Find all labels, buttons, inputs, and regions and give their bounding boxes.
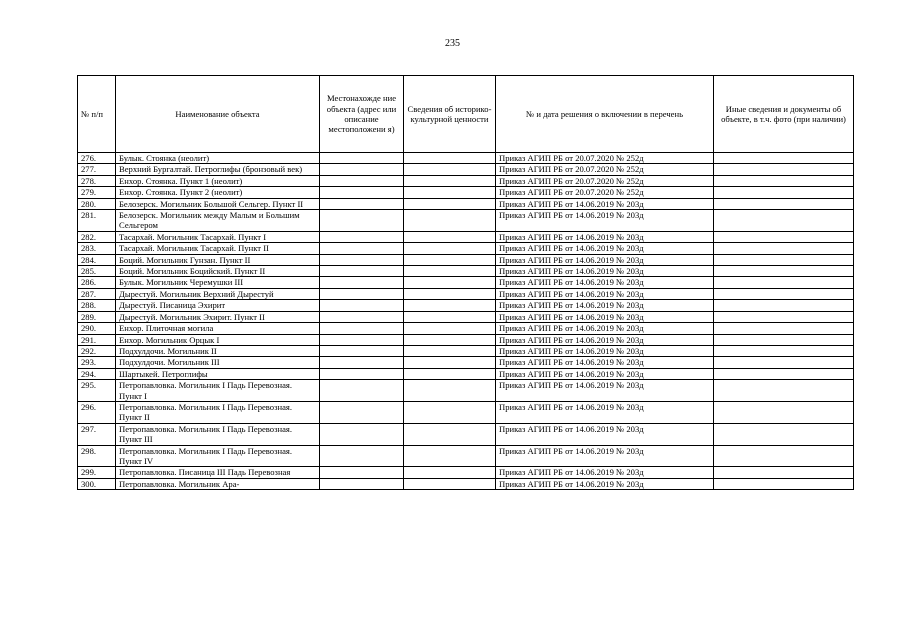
row-number: 281. bbox=[78, 210, 116, 232]
row-number: 280. bbox=[78, 198, 116, 209]
table-row bbox=[78, 175, 854, 186]
row-historical-info bbox=[404, 175, 496, 186]
row-object-name: Верхний Бургалтай. Петроглифы (бронзовый век) bbox=[116, 164, 320, 175]
row-historical-info bbox=[404, 187, 496, 198]
row-decision: Приказ АГИП РБ от 20.07.2020 № 252д bbox=[496, 175, 714, 186]
row-other-info bbox=[714, 231, 854, 242]
table-row bbox=[78, 266, 854, 277]
row-location bbox=[320, 368, 404, 379]
row-number: 282. bbox=[78, 231, 116, 242]
row-other-info bbox=[714, 254, 854, 265]
row-object-name: Петропавловка. Могильник I Падь Перевозная. Пункт II bbox=[116, 401, 320, 423]
row-number: 290. bbox=[78, 323, 116, 334]
row-historical-info bbox=[404, 467, 496, 478]
header-location: Местонахожде ние объекта (адрес или описание местоположени я) bbox=[320, 76, 404, 153]
row-location bbox=[320, 266, 404, 277]
row-object-name: Петропавловка. Писаница III Падь Перевозная bbox=[116, 467, 320, 478]
table-row bbox=[78, 380, 854, 402]
row-object-name: Петропавловка. Могильник I Падь Перевозная. Пункт III bbox=[116, 423, 320, 445]
row-object-name: Дырестуй. Писаница Эхирит bbox=[116, 300, 320, 311]
row-location bbox=[320, 164, 404, 175]
row-decision: Приказ АГИП РБ от 14.06.2019 № 203д bbox=[496, 357, 714, 368]
row-object-name: Енхор. Стоянка. Пункт 2 (неолит) bbox=[116, 187, 320, 198]
row-number: 298. bbox=[78, 445, 116, 467]
row-other-info bbox=[714, 334, 854, 345]
row-object-name: Белозерск. Могильник Большой Сельгер. Пункт II bbox=[116, 198, 320, 209]
row-object-name: Петропавловка. Могильник I Падь Перевозная. Пункт IV bbox=[116, 445, 320, 467]
row-location bbox=[320, 311, 404, 322]
row-decision: Приказ АГИП РБ от 20.07.2020 № 252д bbox=[496, 153, 714, 164]
row-object-name: Белозерск. Могильник между Малым и Большим Сельгером bbox=[116, 210, 320, 232]
row-decision: Приказ АГИП РБ от 14.06.2019 № 203д bbox=[496, 401, 714, 423]
row-object-name: Енхор. Плиточная могила bbox=[116, 323, 320, 334]
row-other-info bbox=[714, 368, 854, 379]
table-row bbox=[78, 243, 854, 254]
row-location bbox=[320, 323, 404, 334]
row-decision: Приказ АГИП РБ от 14.06.2019 № 203д bbox=[496, 231, 714, 242]
table-row bbox=[78, 210, 854, 232]
row-historical-info bbox=[404, 401, 496, 423]
table-row bbox=[78, 345, 854, 356]
row-object-name: Булык. Стоянка (неолит) bbox=[116, 153, 320, 164]
row-decision: Приказ АГИП РБ от 14.06.2019 № 203д bbox=[496, 323, 714, 334]
row-decision: Приказ АГИП РБ от 20.07.2020 № 252д bbox=[496, 164, 714, 175]
row-decision: Приказ АГИП РБ от 14.06.2019 № 203д bbox=[496, 254, 714, 265]
table-row bbox=[78, 334, 854, 345]
row-location bbox=[320, 187, 404, 198]
table-row bbox=[78, 423, 854, 445]
row-other-info bbox=[714, 401, 854, 423]
row-historical-info bbox=[404, 323, 496, 334]
header-other-info: Иные сведения и документы об объекте, в т.ч. фото (при наличии) bbox=[714, 76, 854, 153]
row-number: 294. bbox=[78, 368, 116, 379]
row-decision: Приказ АГИП РБ от 14.06.2019 № 203д bbox=[496, 345, 714, 356]
row-object-name: Енхор. Могильник Орцык I bbox=[116, 334, 320, 345]
row-decision: Приказ АГИП РБ от 14.06.2019 № 203д bbox=[496, 467, 714, 478]
row-decision: Приказ АГИП РБ от 20.07.2020 № 252д bbox=[496, 187, 714, 198]
row-number: 286. bbox=[78, 277, 116, 288]
row-number: 288. bbox=[78, 300, 116, 311]
header-decision: № и дата решения о включении в перечень bbox=[496, 76, 714, 153]
table-row bbox=[78, 300, 854, 311]
row-object-name: Булык. Могильник Черемушки III bbox=[116, 277, 320, 288]
row-number: 276. bbox=[78, 153, 116, 164]
row-other-info bbox=[714, 445, 854, 467]
row-object-name: Боций. Могильник Гунзан. Пункт II bbox=[116, 254, 320, 265]
row-number: 277. bbox=[78, 164, 116, 175]
table-row bbox=[78, 311, 854, 322]
row-historical-info bbox=[404, 198, 496, 209]
row-decision: Приказ АГИП РБ от 14.06.2019 № 203д bbox=[496, 266, 714, 277]
row-other-info bbox=[714, 311, 854, 322]
row-object-name: Тасархай. Могильник Тасархай. Пункт II bbox=[116, 243, 320, 254]
row-location bbox=[320, 345, 404, 356]
row-location bbox=[320, 210, 404, 232]
row-object-name: Дырестуй. Могильник Верхний Дырестуй bbox=[116, 288, 320, 299]
row-other-info bbox=[714, 243, 854, 254]
table-header-row bbox=[78, 76, 854, 153]
row-historical-info bbox=[404, 380, 496, 402]
header-number: № п/п bbox=[78, 76, 116, 153]
table-body bbox=[78, 153, 854, 490]
row-object-name: Петропавловка. Могильник I Падь Перевозная. Пункт I bbox=[116, 380, 320, 402]
table-row bbox=[78, 187, 854, 198]
row-other-info bbox=[714, 198, 854, 209]
row-other-info bbox=[714, 266, 854, 277]
row-historical-info bbox=[404, 288, 496, 299]
row-other-info bbox=[714, 345, 854, 356]
row-historical-info bbox=[404, 277, 496, 288]
row-number: 300. bbox=[78, 478, 116, 489]
row-other-info bbox=[714, 478, 854, 489]
row-other-info bbox=[714, 323, 854, 334]
row-object-name: Боций. Могильник Боцийский. Пункт II bbox=[116, 266, 320, 277]
row-decision: Приказ АГИП РБ от 14.06.2019 № 203д bbox=[496, 368, 714, 379]
row-location bbox=[320, 334, 404, 345]
row-other-info bbox=[714, 300, 854, 311]
row-historical-info bbox=[404, 231, 496, 242]
table-row bbox=[78, 277, 854, 288]
header-historical-info: Сведения об историко-культурной ценности bbox=[404, 76, 496, 153]
table-row bbox=[78, 164, 854, 175]
row-historical-info bbox=[404, 254, 496, 265]
row-number: 283. bbox=[78, 243, 116, 254]
row-object-name: Тасархай. Могильник Тасархай. Пункт I bbox=[116, 231, 320, 242]
row-number: 299. bbox=[78, 467, 116, 478]
row-number: 284. bbox=[78, 254, 116, 265]
table-row bbox=[78, 288, 854, 299]
row-historical-info bbox=[404, 210, 496, 232]
row-location bbox=[320, 445, 404, 467]
row-number: 297. bbox=[78, 423, 116, 445]
row-other-info bbox=[714, 357, 854, 368]
row-other-info bbox=[714, 288, 854, 299]
row-number: 278. bbox=[78, 175, 116, 186]
row-location bbox=[320, 300, 404, 311]
row-number: 287. bbox=[78, 288, 116, 299]
row-decision: Приказ АГИП РБ от 14.06.2019 № 203д bbox=[496, 277, 714, 288]
row-location bbox=[320, 243, 404, 254]
row-number: 293. bbox=[78, 357, 116, 368]
row-other-info bbox=[714, 187, 854, 198]
table-row bbox=[78, 368, 854, 379]
row-object-name: Дырестуй. Могильник Эхирит. Пункт II bbox=[116, 311, 320, 322]
row-historical-info bbox=[404, 311, 496, 322]
row-other-info bbox=[714, 175, 854, 186]
row-location bbox=[320, 357, 404, 368]
heritage-objects-table bbox=[77, 75, 854, 490]
row-location bbox=[320, 380, 404, 402]
row-decision: Приказ АГИП РБ от 14.06.2019 № 203д bbox=[496, 288, 714, 299]
row-location bbox=[320, 153, 404, 164]
row-historical-info bbox=[404, 445, 496, 467]
row-historical-info bbox=[404, 243, 496, 254]
row-location bbox=[320, 175, 404, 186]
row-location bbox=[320, 423, 404, 445]
table-row bbox=[78, 198, 854, 209]
table-row bbox=[78, 153, 854, 164]
row-number: 296. bbox=[78, 401, 116, 423]
row-number: 295. bbox=[78, 380, 116, 402]
row-historical-info bbox=[404, 300, 496, 311]
table-row bbox=[78, 467, 854, 478]
row-decision: Приказ АГИП РБ от 14.06.2019 № 203д bbox=[496, 334, 714, 345]
row-decision: Приказ АГИП РБ от 14.06.2019 № 203д bbox=[496, 300, 714, 311]
row-location bbox=[320, 198, 404, 209]
row-decision: Приказ АГИП РБ от 14.06.2019 № 203д bbox=[496, 198, 714, 209]
row-historical-info bbox=[404, 357, 496, 368]
table-row bbox=[78, 445, 854, 467]
row-other-info bbox=[714, 210, 854, 232]
row-number: 291. bbox=[78, 334, 116, 345]
row-location bbox=[320, 478, 404, 489]
row-location bbox=[320, 288, 404, 299]
header-object-name: Наименование объекта bbox=[116, 76, 320, 153]
row-historical-info bbox=[404, 368, 496, 379]
row-historical-info bbox=[404, 266, 496, 277]
row-decision: Приказ АГИП РБ от 14.06.2019 № 203д bbox=[496, 210, 714, 232]
table-row bbox=[78, 357, 854, 368]
row-number: 292. bbox=[78, 345, 116, 356]
row-decision: Приказ АГИП РБ от 14.06.2019 № 203д bbox=[496, 478, 714, 489]
row-historical-info bbox=[404, 478, 496, 489]
row-decision: Приказ АГИП РБ от 14.06.2019 № 203д bbox=[496, 445, 714, 467]
row-object-name: Енхор. Стоянка. Пункт 1 (неолит) bbox=[116, 175, 320, 186]
row-other-info bbox=[714, 423, 854, 445]
table-row bbox=[78, 478, 854, 489]
row-object-name: Петропавловка. Могильник Ара- bbox=[116, 478, 320, 489]
page-number: 235 bbox=[445, 38, 460, 49]
row-location bbox=[320, 254, 404, 265]
row-location bbox=[320, 467, 404, 478]
table-row bbox=[78, 254, 854, 265]
row-decision: Приказ АГИП РБ от 14.06.2019 № 203д bbox=[496, 311, 714, 322]
row-number: 285. bbox=[78, 266, 116, 277]
row-location bbox=[320, 277, 404, 288]
row-other-info bbox=[714, 164, 854, 175]
row-historical-info bbox=[404, 153, 496, 164]
table-row bbox=[78, 323, 854, 334]
row-decision: Приказ АГИП РБ от 14.06.2019 № 203д bbox=[496, 243, 714, 254]
row-decision: Приказ АГИП РБ от 14.06.2019 № 203д bbox=[496, 423, 714, 445]
row-location bbox=[320, 401, 404, 423]
row-historical-info bbox=[404, 423, 496, 445]
row-number: 289. bbox=[78, 311, 116, 322]
row-other-info bbox=[714, 380, 854, 402]
row-historical-info bbox=[404, 164, 496, 175]
row-location bbox=[320, 231, 404, 242]
row-object-name: Подхулдочи. Могильник III bbox=[116, 357, 320, 368]
row-other-info bbox=[714, 277, 854, 288]
row-number: 279. bbox=[78, 187, 116, 198]
row-object-name: Шартыкей. Петроглифы bbox=[116, 368, 320, 379]
table-row bbox=[78, 401, 854, 423]
row-object-name: Подхулдочи. Могильник II bbox=[116, 345, 320, 356]
row-other-info bbox=[714, 467, 854, 478]
table-row bbox=[78, 231, 854, 242]
row-other-info bbox=[714, 153, 854, 164]
row-decision: Приказ АГИП РБ от 14.06.2019 № 203д bbox=[496, 380, 714, 402]
row-historical-info bbox=[404, 334, 496, 345]
row-historical-info bbox=[404, 345, 496, 356]
